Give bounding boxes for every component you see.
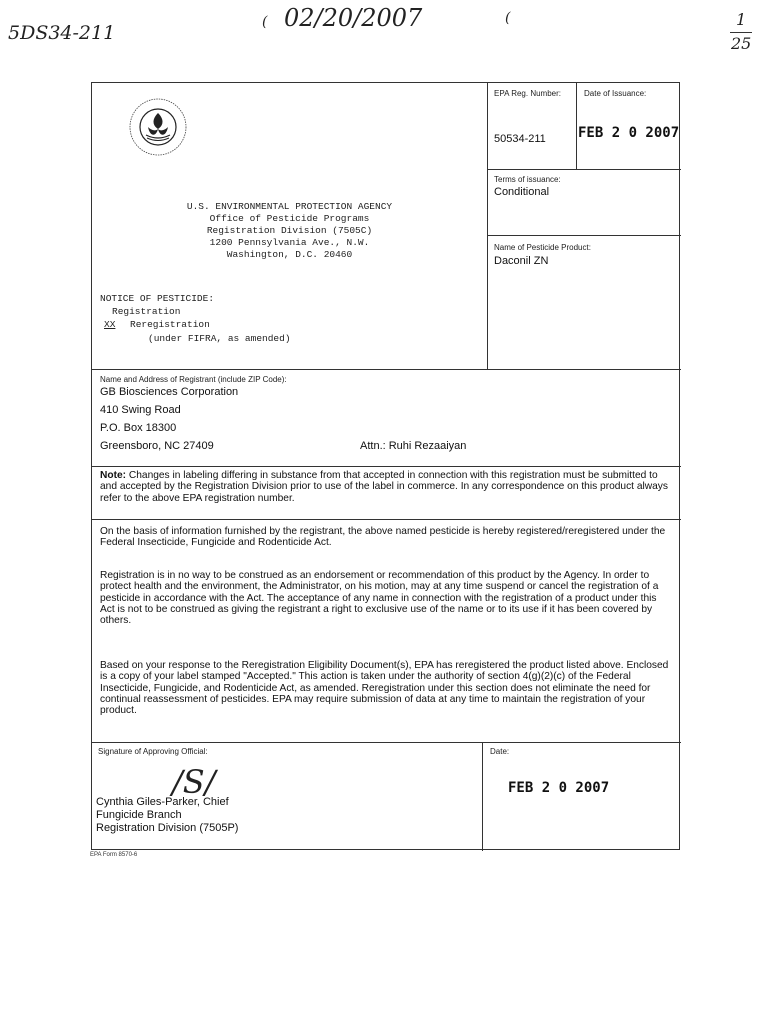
terms-value: Conditional [494,186,550,198]
signature-mark: /S/ [172,763,216,801]
handwritten-reg-code: 5DS34-211 [8,22,116,44]
handwritten-page-number: 1 [736,10,747,29]
product-name-label: Name of Pesticide Product: [494,243,591,252]
handwritten-paren-right: ( [505,10,511,26]
endorsement-disclaimer: Registration is in no way to be construed as an endorsement or recommendation of this product by the Agency. In order to protect health and the environment, the Administrator, on his motion, may at any time suspend or cancel the registration of a pesticide in accordance with the Act. The acceptance of any name in connection with the registration of a product under this Act is not to be construed as giving the registrant a right to exclusive use of the name or to its use if it has been covered by others. [100,570,659,627]
issuance-date-stamp: FEB 2 0 2007 [578,125,680,141]
page-fraction-bar [730,32,752,33]
header-row-divider-2 [487,235,681,236]
issuance-date-label: Date of Issuance: [584,89,647,98]
agency-city: Washington, D.C. 20460 [226,249,353,260]
registrant-bottom-rule [92,466,681,467]
agency-office: Office of Pesticide Programs [209,213,370,224]
signature-date-label: Date: [490,747,510,756]
notice-option-registration: Registration [112,306,181,317]
epa-seal-logo [128,97,188,157]
handwritten-paren-left: ( [262,14,268,30]
approving-official-branch: Fungicide Branch [96,809,182,821]
note-text: Changes in labeling differing in substance from that accepted in connection with this registration must be submitted to and accepted by the Registration Division prior to use of the label in commerce. In any correspondence on this product always refer to the above EPA registration number. [100,470,668,504]
handwritten-date: 02/20/2007 [284,4,423,32]
reg-number-label: EPA Reg. Number: [494,89,561,98]
labeling-note [100,470,672,504]
header-row-divider-1 [487,169,681,170]
agency-street: 1200 Pennsylvania Ave., N.W. [209,237,370,248]
registration-statement: On the basis of information furnished by the registrant, the above named pesticide is hereby registered/reregistered under the Federal Insecticide, Fungicide and Rodenticide Act. [100,526,666,549]
registrant-address-line2: P.O. Box 18300 [100,422,177,434]
terms-label: Terms of issuance: [494,175,561,184]
epa-form-number: EPA Form 8570-6 [90,852,138,858]
notice-option-reregistration: Reregistration [130,319,210,330]
body-bottom-rule [92,742,681,743]
approving-official-division: Registration Division (7505P) [96,822,239,834]
approving-official-name: Cynthia Giles-Parker, Chief [96,796,229,808]
registrant-name: GB Biosciences Corporation [100,386,239,398]
product-name-value: Daconil ZN [494,255,549,267]
note-bottom-rule [92,519,681,520]
header-reg-divider [576,83,577,169]
registrant-city: Greensboro, NC 27409 [100,440,214,452]
agency-name: U.S. ENVIRONMENTAL PROTECTION AGENCY [186,201,393,212]
reregistration-statement: Based on your response to the Reregistration Eligibility Document(s), EPA has reregistered the product listed above. Enclosed is a copy of your label stamped "Accepted." This action is taken under the authority of section 4(g)(2)(c) of the Federal Insecticide, Fungicide, and Rodenticide Act, as amended. Reregistration under this section does not eliminate the need for continual reassessment of pesticides. EPA may require submission of data at any time to maintain the registration of your product. [100,660,669,717]
registrant-label: Name and Address of Registrant (include ZIP Code): [100,375,287,384]
notice-statute: (under FIFRA, as amended) [148,333,291,344]
registrant-attention: Attn.: Ruhi Rezaaiyan [360,440,467,452]
registration-notice-form [91,82,680,850]
reg-number-value: 50534-211 [494,133,546,145]
signature-label: Signature of Approving Official: [98,747,208,756]
notice-checkmark: XX [104,319,116,330]
registrant-address-line1: 410 Swing Road [100,404,181,416]
signature-divider [482,742,483,851]
handwritten-page-total: 25 [731,34,752,53]
note-lead: Note: [100,470,127,481]
header-bottom-rule [92,369,681,370]
notice-title: NOTICE OF PESTICIDE: [100,293,215,304]
agency-division: Registration Division (7505C) [206,225,373,236]
header-right-divider [487,83,488,369]
signature-date-stamp: FEB 2 0 2007 [508,780,610,796]
